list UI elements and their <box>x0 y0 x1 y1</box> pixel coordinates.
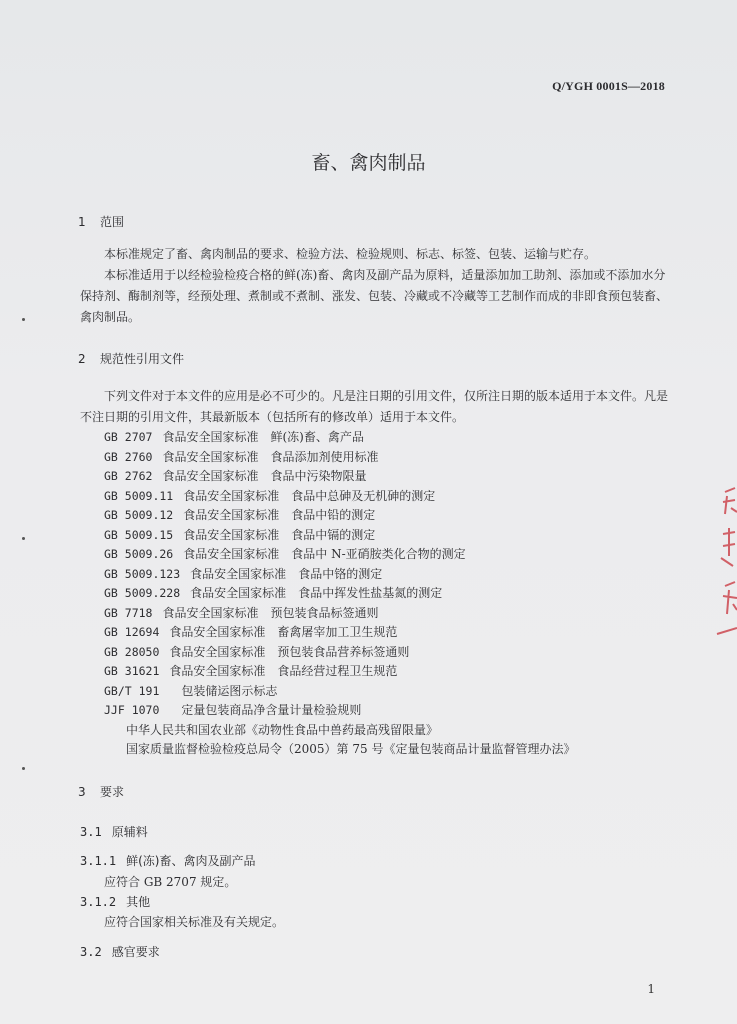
section-2-heading <box>78 350 184 367</box>
subsection-3-1-1: 3.1.1 鲜(冻)畜、禽肉及副产品 <box>80 854 256 868</box>
reference-item: GB 2707 食品安全国家标准 鲜(冻)畜、禽产品 <box>104 430 364 444</box>
reference-item: GB 12694 食品安全国家标准 畜禽屠宰加工卫生规范 <box>104 625 398 639</box>
reference-item: GB 5009.12 食品安全国家标准 食品中铅的测定 <box>104 508 376 522</box>
section-number: 2 <box>78 352 86 366</box>
reference-item: 国家质量监督检验检疫总局令（2005）第 75 号《定量包装商品计量监督管理办法》 <box>126 742 576 756</box>
reference-item: 中华人民共和国农业部《动物性食品中兽药最高残留限量》 <box>126 722 439 737</box>
scope-paragraph-2: 本标准适用于以经检验检疫合格的鲜(冻)畜、禽肉及副产品为原料，适量添加加工助剂、添加或不添加水分保持剂、酶制剂等，经预处理、煮制或不煮制、涨发、包装、冷藏或不冷藏等工艺制作而成的非即食预包装畜、禽肉制品。 <box>80 268 669 324</box>
margin-mark <box>22 537 25 540</box>
reference-item: GB 2760 食品安全国家标准 食品添加剂使用标准 <box>104 449 379 464</box>
red-seal-stamp-fragment <box>711 478 737 638</box>
section-3-heading <box>78 783 124 800</box>
reference-item: GB 5009.15 食品安全国家标准 食品中镉的测定 <box>104 527 376 542</box>
reference-item: GB 5009.11 食品安全国家标准 食品中总砷及无机砷的测定 <box>104 488 436 503</box>
reference-item: JJF 1070 定量包装商品净含量计量检验规则 <box>104 703 362 717</box>
section-number: 3 <box>78 785 86 799</box>
section-title: 要求 <box>100 785 125 799</box>
page-number: 1 <box>647 982 655 996</box>
subsection-3-1-2-body: 应符合国家相关标准及有关规定。 <box>104 915 285 929</box>
reference-item: GB 31621 食品安全国家标准 食品经营过程卫生规范 <box>104 664 398 678</box>
reference-item: GB 7718 食品安全国家标准 预包装食品标签通则 <box>104 605 379 620</box>
reference-item: GB 28050 食品安全国家标准 预包装食品营养标签通则 <box>104 644 410 659</box>
reference-item: GB 2762 食品安全国家标准 食品中污染物限量 <box>104 469 367 483</box>
standard-code: Q/YGH 0001S—2018 <box>552 79 665 93</box>
reference-list <box>104 428 575 760</box>
section-number: 1 <box>78 215 86 229</box>
margin-mark <box>22 767 25 770</box>
reference-item: GB 5009.228 食品安全国家标准 食品中挥发性盐基氮的测定 <box>104 586 443 600</box>
section-title: 范围 <box>100 215 125 229</box>
references-intro-paragraph: 下列文件对于本文件的应用是必不可少的。凡是注日期的引用文件，仅所注日期的版本适用于本文件。凡是不注日期的引用文件，其最新版本（包括所有的修改单）适用于本文件。 <box>80 389 669 424</box>
subsection-3-1: 3.1 原辅料 <box>80 825 148 839</box>
reference-item: GB 5009.123 食品安全国家标准 食品中铬的测定 <box>104 566 383 581</box>
subsection-3-1-2: 3.1.2 其他 <box>80 895 151 909</box>
reference-item: GB/T 191 包装储运图示标志 <box>104 683 278 698</box>
margin-mark <box>22 318 25 321</box>
scope-paragraph-1: 本标准规定了畜、禽肉制品的要求、检验方法、检验规则、标志、标签、包装、运输与贮存。 <box>104 247 597 261</box>
subsection-3-2: 3.2 感官要求 <box>80 945 160 959</box>
section-title: 规范性引用文件 <box>100 352 185 366</box>
reference-item: GB 5009.26 食品安全国家标准 食品中 N-亚硝胺类化合物的测定 <box>104 547 466 561</box>
page-title: 畜、禽肉制品 <box>311 152 426 174</box>
section-1-heading <box>78 213 124 230</box>
subsection-3-1-1-body: 应符合 GB 2707 规定。 <box>104 875 237 889</box>
